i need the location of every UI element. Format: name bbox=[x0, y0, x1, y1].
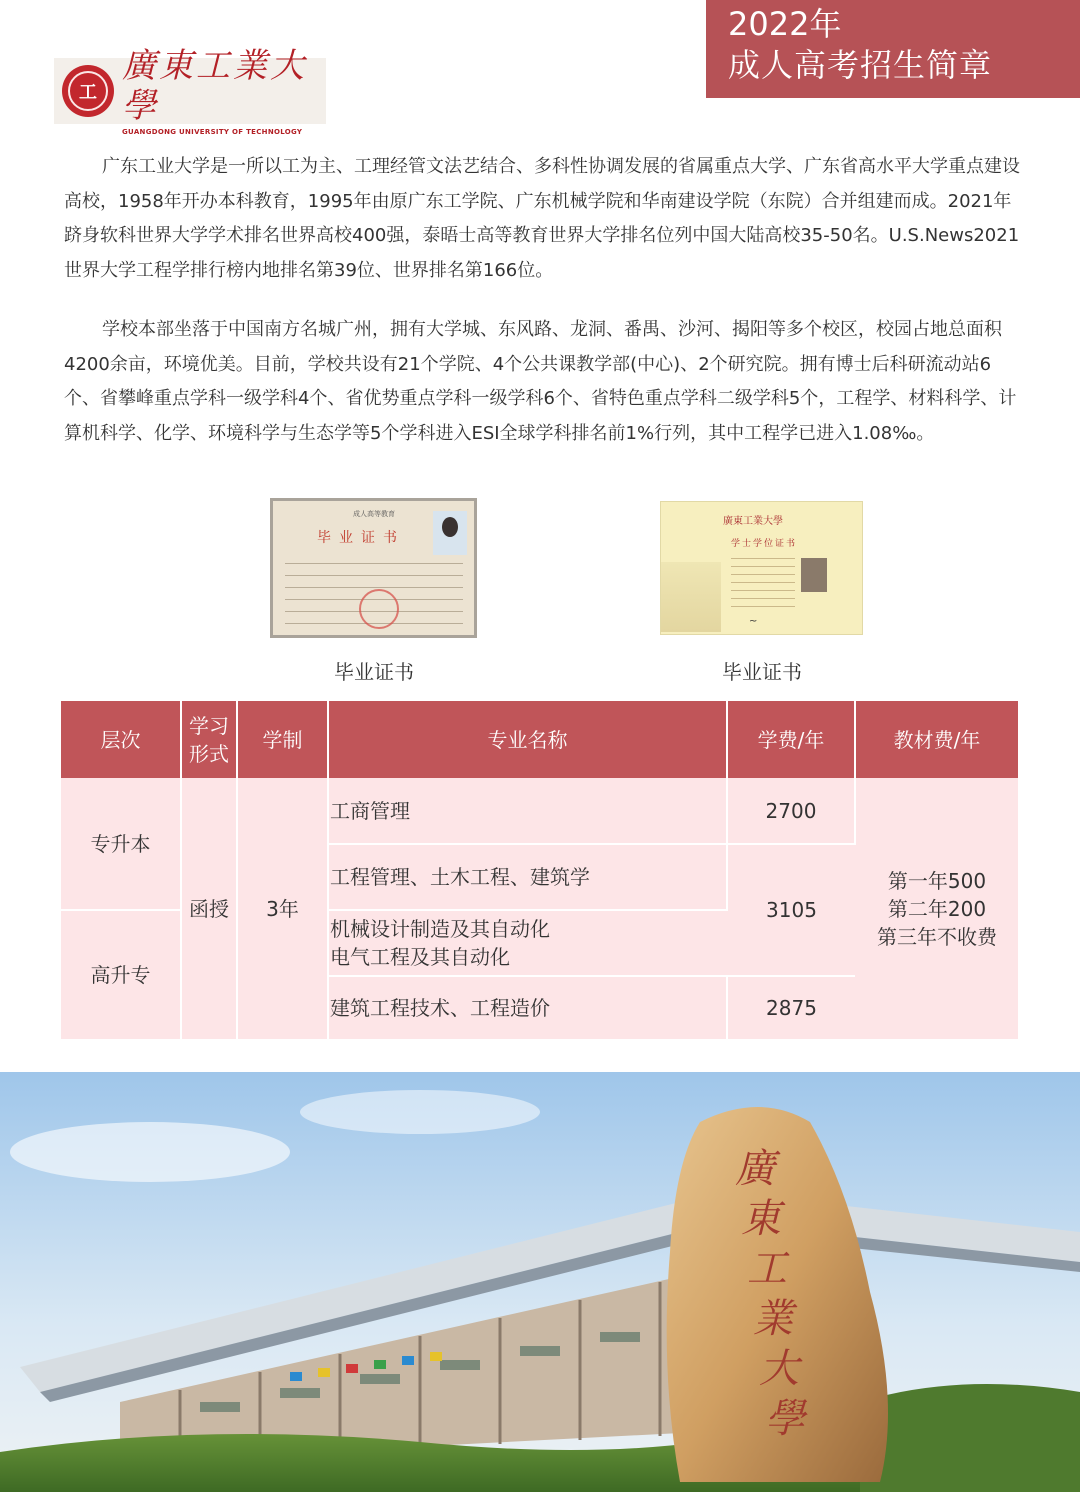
header-level: 层次 bbox=[61, 701, 181, 778]
major-line1: 机械设计制造及其自动化 bbox=[330, 917, 550, 941]
cert1-photo bbox=[433, 511, 467, 555]
graduation-certificate-image bbox=[270, 498, 477, 638]
cert1-caption: 毕业证书 bbox=[334, 660, 414, 684]
header-study-form-line2: 形式 bbox=[189, 741, 229, 766]
cert2-title: 学士学位证书 bbox=[731, 539, 798, 549]
logo-name-cn: 廣東工業大學 bbox=[122, 46, 307, 126]
textbook-fee-line3: 第三年不收费 bbox=[877, 924, 997, 949]
stone-char-line: 學 bbox=[765, 1396, 805, 1442]
cert2-logo: 廣東工業大學 bbox=[723, 516, 783, 527]
stone-char-line: 業 bbox=[753, 1296, 793, 1342]
header-duration: 学制 bbox=[237, 701, 328, 778]
stone-char-line: 廣 bbox=[735, 1146, 775, 1192]
header-badge bbox=[706, 0, 1080, 98]
fee-table bbox=[61, 701, 1018, 1041]
table-row bbox=[61, 778, 1018, 844]
cert2-building-image bbox=[661, 562, 721, 632]
header-tuition: 学费/年 bbox=[727, 701, 855, 778]
campus-photo-svg bbox=[0, 1072, 1080, 1492]
textbook-fee-line2: 第二年200 bbox=[887, 896, 987, 921]
study-form-cell: 函授 bbox=[181, 778, 237, 1040]
major-cell: 工程管理、土木工程、建筑学 bbox=[328, 844, 727, 910]
cert1-title: 毕业证书 bbox=[317, 530, 405, 546]
level-cell-upgrade-bachelor: 专升本 bbox=[61, 778, 181, 910]
degree-certificate-image bbox=[660, 501, 863, 635]
cert1-seal-icon bbox=[359, 589, 399, 629]
logo-name-en: GUANGDONG UNIVERSITY OF TECHNOLOGY bbox=[122, 128, 303, 136]
tuition-cell: 2875 bbox=[727, 976, 855, 1040]
header-major: 专业名称 bbox=[328, 701, 727, 778]
university-logo bbox=[54, 46, 326, 136]
campus-photo bbox=[0, 1072, 1080, 1492]
header-study-form-line1: 学习 bbox=[189, 713, 229, 738]
stone-char-line: 工 bbox=[747, 1246, 787, 1292]
cert2-caption: 毕业证书 bbox=[722, 660, 802, 684]
logo-text bbox=[122, 46, 326, 136]
intro-paragraph-2: 学校本部坐落于中国南方名城广州，拥有大学城、东风路、龙洞、番禺、沙河、揭阳等多个校区，校园占地总面积4200余亩，环境优美。目前，学校共设有21个学院、4个公共课教学部(中心)、2个研究院。拥有博士后科研流动站6个、省攀峰重点学科一级学科4个、省优势重点学科一级学科6个、省特色重点学科二级学科5个，工程学、材料科学、计算机科学、化学、环境科学与生态学等5个学科进入ESI全球学科排名前1%行列，其中工程学已进入1.08‰。 bbox=[64, 319, 1017, 444]
level-cell-highschool-college: 高升专 bbox=[61, 910, 181, 1040]
table-header-row bbox=[61, 701, 1018, 778]
header-title: 成人高考招生简章 bbox=[728, 46, 993, 84]
textbook-fee-cell bbox=[855, 778, 1018, 1040]
cert2-signature: ~ bbox=[749, 616, 758, 627]
tuition-cell: 2700 bbox=[727, 778, 855, 844]
cloud bbox=[10, 1122, 290, 1182]
stone-char-line: 大 bbox=[759, 1346, 799, 1392]
major-line2: 电气工程及其自动化 bbox=[330, 945, 510, 969]
header-year: 2022年 bbox=[728, 5, 842, 43]
university-emblem-icon bbox=[62, 65, 114, 117]
stone-char-line: 東 bbox=[741, 1196, 781, 1242]
cloud bbox=[300, 1090, 540, 1134]
header-study-form bbox=[181, 701, 237, 778]
header-textbook: 教材费/年 bbox=[855, 701, 1018, 778]
duration-cell: 3年 bbox=[237, 778, 328, 1040]
intro-paragraph-1: 广东工业大学是一所以工为主、工理经管文法艺结合、多科性协调发展的省属重点大学、广东省高水平大学重点建设高校，1958年开办本科教育，1995年由原广东工学院、广东机械学院和华南建设学院（东院）合并组建而成。2021年跻身软科世界大学学术排名世界高校400强，泰晤士高等教育世界大学排名位列中国大陆高校35-50名。U.S.News2021世界大学工程学排行榜内地排名第39位、世界排名第166位。 bbox=[64, 156, 1020, 281]
textbook-fee-line1: 第一年500 bbox=[887, 868, 987, 893]
trees bbox=[860, 1384, 1080, 1492]
cert2-text-lines bbox=[731, 558, 795, 614]
major-cell bbox=[328, 910, 727, 976]
major-cell: 工商管理 bbox=[328, 778, 727, 844]
cert2-photo bbox=[801, 558, 827, 592]
emblem-text: 工 bbox=[68, 71, 108, 111]
major-cell: 建筑工程技术、工程造价 bbox=[328, 976, 727, 1040]
cert1-small-title: 成人高等教育 bbox=[353, 510, 395, 518]
tuition-cell: 3105 bbox=[727, 844, 855, 976]
